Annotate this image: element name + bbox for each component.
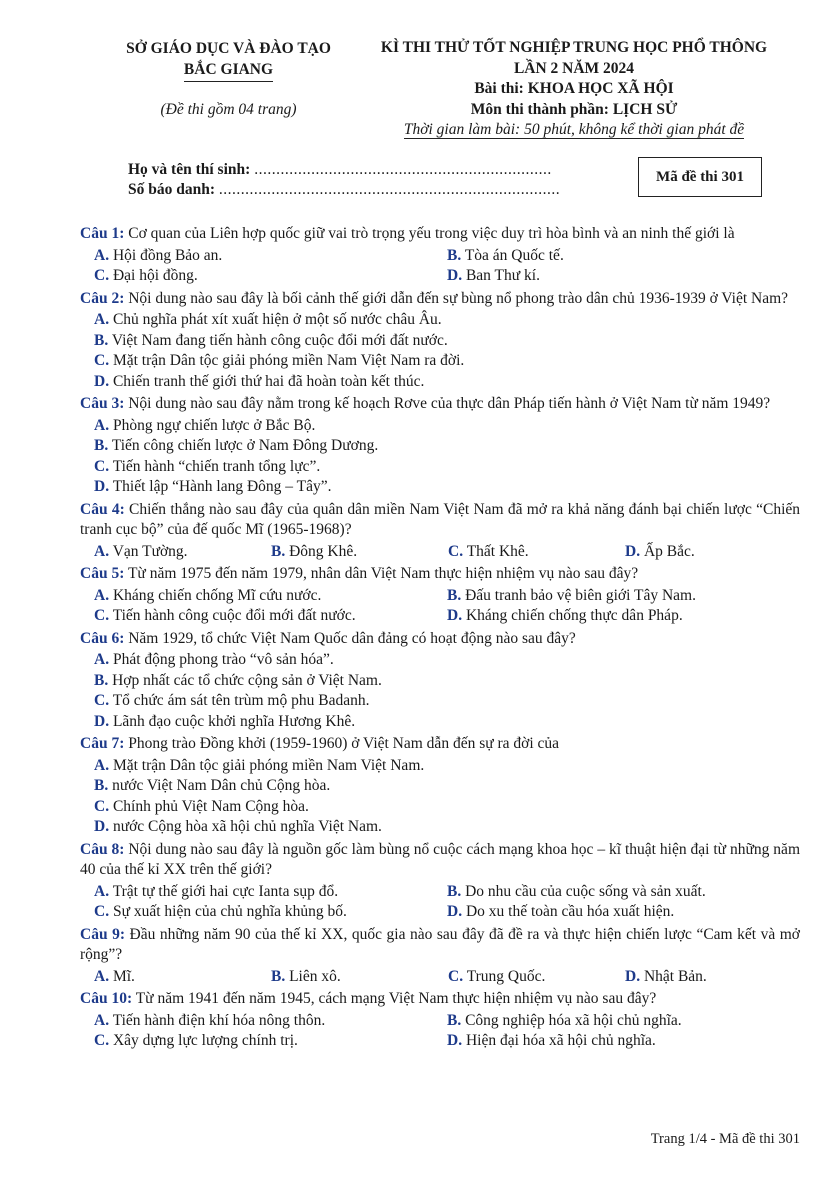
option-group — [80, 310, 800, 392]
option-letter: C. — [94, 267, 110, 284]
option-b — [271, 542, 448, 563]
option-letter: A. — [94, 1011, 110, 1029]
option-text: Tiến hành “chiến tranh tổng lực”. — [112, 457, 321, 475]
option-text: Nhật Bản. — [643, 967, 707, 985]
option-c — [94, 266, 447, 287]
option-letter: A. — [94, 882, 110, 900]
option-text: Tòa án Quốc tế. — [464, 246, 564, 264]
option-letter: D. — [447, 267, 463, 284]
question-text: Cơ quan của Liên hợp quốc giữ vai trò trọng yếu trong việc duy trì hòa bình và an ninh thế giới là — [128, 225, 735, 242]
option-d — [447, 902, 800, 923]
option-text: Tiến công chiến lược ở Nam Đông Dương. — [111, 437, 379, 454]
candidate-name-label: Họ và tên thí sinh: — [128, 161, 251, 178]
question-stem — [80, 629, 800, 650]
option-letter: A. — [94, 586, 110, 604]
option-b — [94, 671, 800, 692]
question-text: Từ năm 1975 đến năm 1979, nhân dân Việt Nam thực hiện nhiệm vụ nào sau đây? — [127, 565, 639, 582]
option-group — [80, 246, 800, 287]
option-text: Đông Khê. — [289, 542, 358, 560]
option-text: nước Cộng hòa xã hội chủ nghĩa Việt Nam. — [112, 818, 382, 835]
option-letter: C. — [94, 692, 110, 709]
option-text: Xây dựng lực lượng chính trị. — [112, 1032, 298, 1049]
option-letter: C. — [94, 352, 110, 369]
option-letter: A. — [94, 416, 110, 434]
question-stem — [80, 500, 800, 541]
option-letter: A. — [94, 542, 110, 560]
question-5 — [80, 564, 800, 627]
province-name: BẮC GIANG — [184, 59, 273, 82]
question-6 — [80, 629, 800, 733]
option-b — [447, 246, 800, 267]
option-b — [94, 776, 800, 797]
option-text: Sự xuất hiện của chủ nghĩa khủng bố. — [112, 903, 347, 920]
pages-note: (Đề thi gồm 04 trang) — [160, 101, 297, 118]
question-text: Nội dung nào sau đây là bối cảnh thế giới dẫn đến sự bùng nổ phong trào dân chủ 1936-1939 ở Việt Nam? — [128, 289, 789, 307]
question-2 — [80, 289, 800, 393]
question-label: Câu 10: — [80, 990, 133, 1007]
question-stem — [80, 564, 800, 585]
candidate-id-line — [128, 180, 560, 200]
question-label: Câu 5: — [80, 565, 125, 582]
option-d — [447, 266, 800, 287]
question-label: Câu 8: — [80, 840, 125, 858]
option-a — [94, 586, 447, 607]
option-a — [94, 650, 800, 671]
question-4 — [80, 500, 800, 563]
option-text: nước Việt Nam Dân chủ Cộng hòa. — [112, 777, 331, 794]
option-a — [94, 882, 447, 903]
option-letter: C. — [94, 903, 110, 920]
option-c — [94, 606, 447, 627]
option-group — [80, 756, 800, 838]
question-1 — [80, 224, 800, 287]
option-d — [94, 372, 800, 393]
option-letter: B. — [94, 437, 109, 454]
option-letter: D. — [625, 967, 641, 985]
option-letter: D. — [447, 607, 463, 624]
option-text: Ấp Bắc. — [643, 542, 695, 560]
option-group — [80, 967, 800, 988]
option-a — [94, 416, 800, 437]
option-letter: C. — [94, 797, 110, 815]
option-d — [94, 477, 800, 498]
question-text: Phong trào Đồng khởi (1959-1960) ở Việt Nam dẫn đến sự ra đời của — [128, 735, 560, 752]
option-letter: B. — [271, 542, 286, 560]
question-text: Nội dung nào sau đây là nguồn gốc làm bùng nổ cuộc cách mạng khoa học – kĩ thuật hiện đại từ những năm 40 của thế kỉ XX trên thế giới? — [80, 840, 800, 878]
option-letter: D. — [447, 903, 463, 920]
option-letter: A. — [94, 967, 110, 985]
option-text: Do nhu cầu của cuộc sống và sản xuất. — [465, 882, 706, 900]
option-letter: D. — [625, 542, 641, 560]
option-letter: B. — [447, 882, 462, 900]
option-d — [447, 606, 800, 627]
question-label: Câu 9: — [80, 925, 125, 943]
option-text: Tổ chức ám sát tên trùm mộ phu Badanh. — [112, 692, 370, 709]
option-text: Kháng chiến chống thực dân Pháp. — [465, 607, 683, 624]
option-text: Mặt trận Dân tộc giải phóng miền Nam Việt Nam ra đời. — [112, 352, 465, 369]
option-a — [94, 246, 447, 267]
option-text: Trật tự thế giới hai cực Ianta sụp đổ. — [112, 882, 339, 900]
option-text: Chiến tranh thế giới thứ hai đã hoàn toàn kết thúc. — [112, 372, 425, 390]
question-stem — [80, 224, 800, 245]
option-letter: C. — [448, 967, 464, 985]
exam-title: KÌ THI THỬ TỐT NGHIỆP TRUNG HỌC PHỔ THÔNG — [380, 39, 768, 56]
option-group — [80, 416, 800, 498]
option-text: Công nghiệp hóa xã hội chủ nghĩa. — [465, 1011, 682, 1029]
exam-duration: Thời gian làm bài: 50 phút, không kể thời gian phát đề — [403, 121, 745, 138]
option-letter: B. — [94, 777, 109, 794]
question-stem — [80, 289, 800, 310]
question-9 — [80, 925, 800, 988]
option-text: Hội đồng Bảo an. — [112, 246, 223, 264]
option-text: Hợp nhất các tổ chức cộng sản ở Việt Nam. — [112, 671, 382, 689]
department-header — [96, 38, 361, 120]
option-letter: D. — [94, 712, 110, 730]
option-text: Do xu thế toàn cầu hóa xuất hiện. — [465, 903, 675, 920]
option-group — [80, 586, 800, 627]
question-3 — [80, 394, 800, 498]
option-c — [94, 691, 800, 712]
option-letter: A. — [94, 756, 110, 774]
option-b — [94, 436, 800, 457]
option-letter: A. — [94, 311, 110, 328]
option-a — [94, 1011, 447, 1032]
option-letter: C. — [94, 457, 110, 475]
question-text: Năm 1929, tổ chức Việt Nam Quốc dân đảng có hoạt động nào sau đây? — [128, 629, 576, 647]
option-a — [94, 310, 800, 331]
option-c — [94, 1031, 447, 1052]
option-text: Phòng ngự chiến lược ở Bắc Bộ. — [112, 416, 316, 434]
option-a — [94, 967, 271, 988]
option-text: Chính phủ Việt Nam Cộng hòa. — [112, 797, 309, 815]
question-stem — [80, 840, 800, 881]
option-letter: B. — [94, 671, 109, 689]
option-letter: D. — [94, 372, 110, 390]
option-d — [447, 1031, 800, 1052]
candidate-name-blank: .................................................................... — [254, 161, 552, 178]
question-stem — [80, 734, 800, 755]
option-c — [94, 351, 800, 372]
option-d — [625, 542, 800, 563]
option-text: Liên xô. — [289, 967, 341, 985]
option-b — [447, 586, 800, 607]
candidate-id-label: Số báo danh: — [128, 181, 216, 198]
option-letter: C. — [94, 1032, 110, 1049]
option-text: Ban Thư kí. — [465, 267, 540, 284]
question-7 — [80, 734, 800, 838]
question-text: Đầu những năm 90 của thế kỉ XX, quốc gia nào sau đây đã đề ra và thực hiện chiến lược “Cam kết và mở rộng”? — [80, 925, 801, 963]
exam-component: Môn thi thành phần: LỊCH SỬ — [470, 100, 678, 118]
option-c — [448, 967, 625, 988]
option-letter: A. — [94, 246, 110, 264]
option-text: Thất Khê. — [466, 542, 529, 560]
department-name: SỞ GIÁO DỤC VÀ ĐÀO TẠO — [126, 40, 331, 57]
question-label: Câu 1: — [80, 225, 125, 242]
option-group — [80, 650, 800, 732]
option-c — [94, 797, 800, 818]
option-c — [448, 542, 625, 563]
question-label: Câu 6: — [80, 629, 125, 647]
question-8 — [80, 840, 800, 923]
option-letter: D. — [94, 818, 110, 835]
option-group — [80, 1011, 800, 1052]
option-d — [625, 967, 800, 988]
option-text: Thiết lập “Hành lang Đông – Tây”. — [112, 478, 332, 495]
option-letter: D. — [447, 1032, 463, 1049]
option-a — [94, 542, 271, 563]
exam-code-box: Mã đề thi 301 — [638, 157, 762, 197]
candidate-id-blank: .............................................................................. — [218, 181, 561, 198]
option-b — [94, 331, 800, 352]
option-text: Đại hội đồng. — [112, 267, 198, 284]
option-letter: B. — [271, 967, 286, 985]
question-list — [80, 222, 800, 1052]
candidate-name-line — [128, 160, 560, 180]
option-letter: B. — [447, 586, 462, 604]
option-text: Mĩ. — [112, 967, 135, 985]
option-letter: D. — [94, 478, 110, 495]
option-text: Chủ nghĩa phát xít xuất hiện ở một số nước châu Âu. — [112, 311, 442, 328]
option-letter: B. — [447, 1011, 462, 1029]
question-label: Câu 7: — [80, 735, 125, 752]
option-group — [80, 882, 800, 923]
option-text: Đấu tranh bảo vệ biên giới Tây Nam. — [465, 586, 696, 604]
option-c — [94, 902, 447, 923]
option-a — [94, 756, 800, 777]
question-label: Câu 3: — [80, 395, 125, 412]
question-stem — [80, 989, 800, 1010]
question-text: Từ năm 1941 đến năm 1945, cách mạng Việt Nam thực hiện nhiệm vụ nào sau đây? — [135, 990, 657, 1007]
option-letter: A. — [94, 651, 110, 668]
question-10 — [80, 989, 800, 1052]
option-text: Việt Nam đang tiến hành công cuộc đổi mới đất nước. — [111, 331, 448, 349]
question-text: Nội dung nào sau đây nằm trong kế hoạch Rơve của thực dân Pháp tiến hành ở Việt Nam từ năm 1949? — [128, 395, 771, 412]
option-group — [80, 542, 800, 563]
page-footer: Trang 1/4 - Mã đề thi 301 — [650, 1131, 800, 1147]
candidate-info — [128, 160, 560, 200]
option-c — [94, 457, 800, 478]
question-label: Câu 2: — [80, 289, 125, 307]
option-b — [447, 882, 800, 903]
option-b — [447, 1011, 800, 1032]
option-text: Vạn Tường. — [112, 542, 188, 560]
option-d — [94, 817, 800, 838]
question-text: Chiến thắng nào sau đây của quân dân miền Nam Việt Nam đã mở ra khả năng đánh bại chiến lược “Chiến tranh cục bộ” của đế quốc Mĩ (1965-1968)? — [80, 500, 801, 538]
question-stem — [80, 925, 800, 966]
option-text: Phát động phong trào “vô sản hóa”. — [112, 651, 334, 668]
option-text: Kháng chiến chống Mĩ cứu nước. — [112, 586, 322, 604]
option-letter: B. — [94, 331, 109, 349]
question-label: Câu 4: — [80, 500, 125, 518]
option-text: Hiện đại hóa xã hội chủ nghĩa. — [465, 1032, 656, 1049]
option-text: Trung Quốc. — [466, 967, 546, 985]
question-stem — [80, 394, 800, 415]
option-d — [94, 712, 800, 733]
option-text: Lãnh đạo cuộc khởi nghĩa Hương Khê. — [112, 712, 356, 730]
option-letter: C. — [448, 542, 464, 560]
exam-header — [362, 38, 786, 141]
option-text: Tiến hành điện khí hóa nông thôn. — [112, 1011, 326, 1029]
option-b — [271, 967, 448, 988]
option-text: Tiến hành công cuộc đổi mới đất nước. — [112, 607, 356, 624]
exam-subject: Bài thi: KHOA HỌC XÃ HỘI — [474, 80, 674, 97]
option-letter: B. — [447, 246, 462, 264]
option-letter: C. — [94, 607, 110, 624]
option-text: Mặt trận Dân tộc giải phóng miền Nam Việt Nam. — [112, 756, 425, 774]
exam-round: LẦN 2 NĂM 2024 — [513, 59, 635, 77]
